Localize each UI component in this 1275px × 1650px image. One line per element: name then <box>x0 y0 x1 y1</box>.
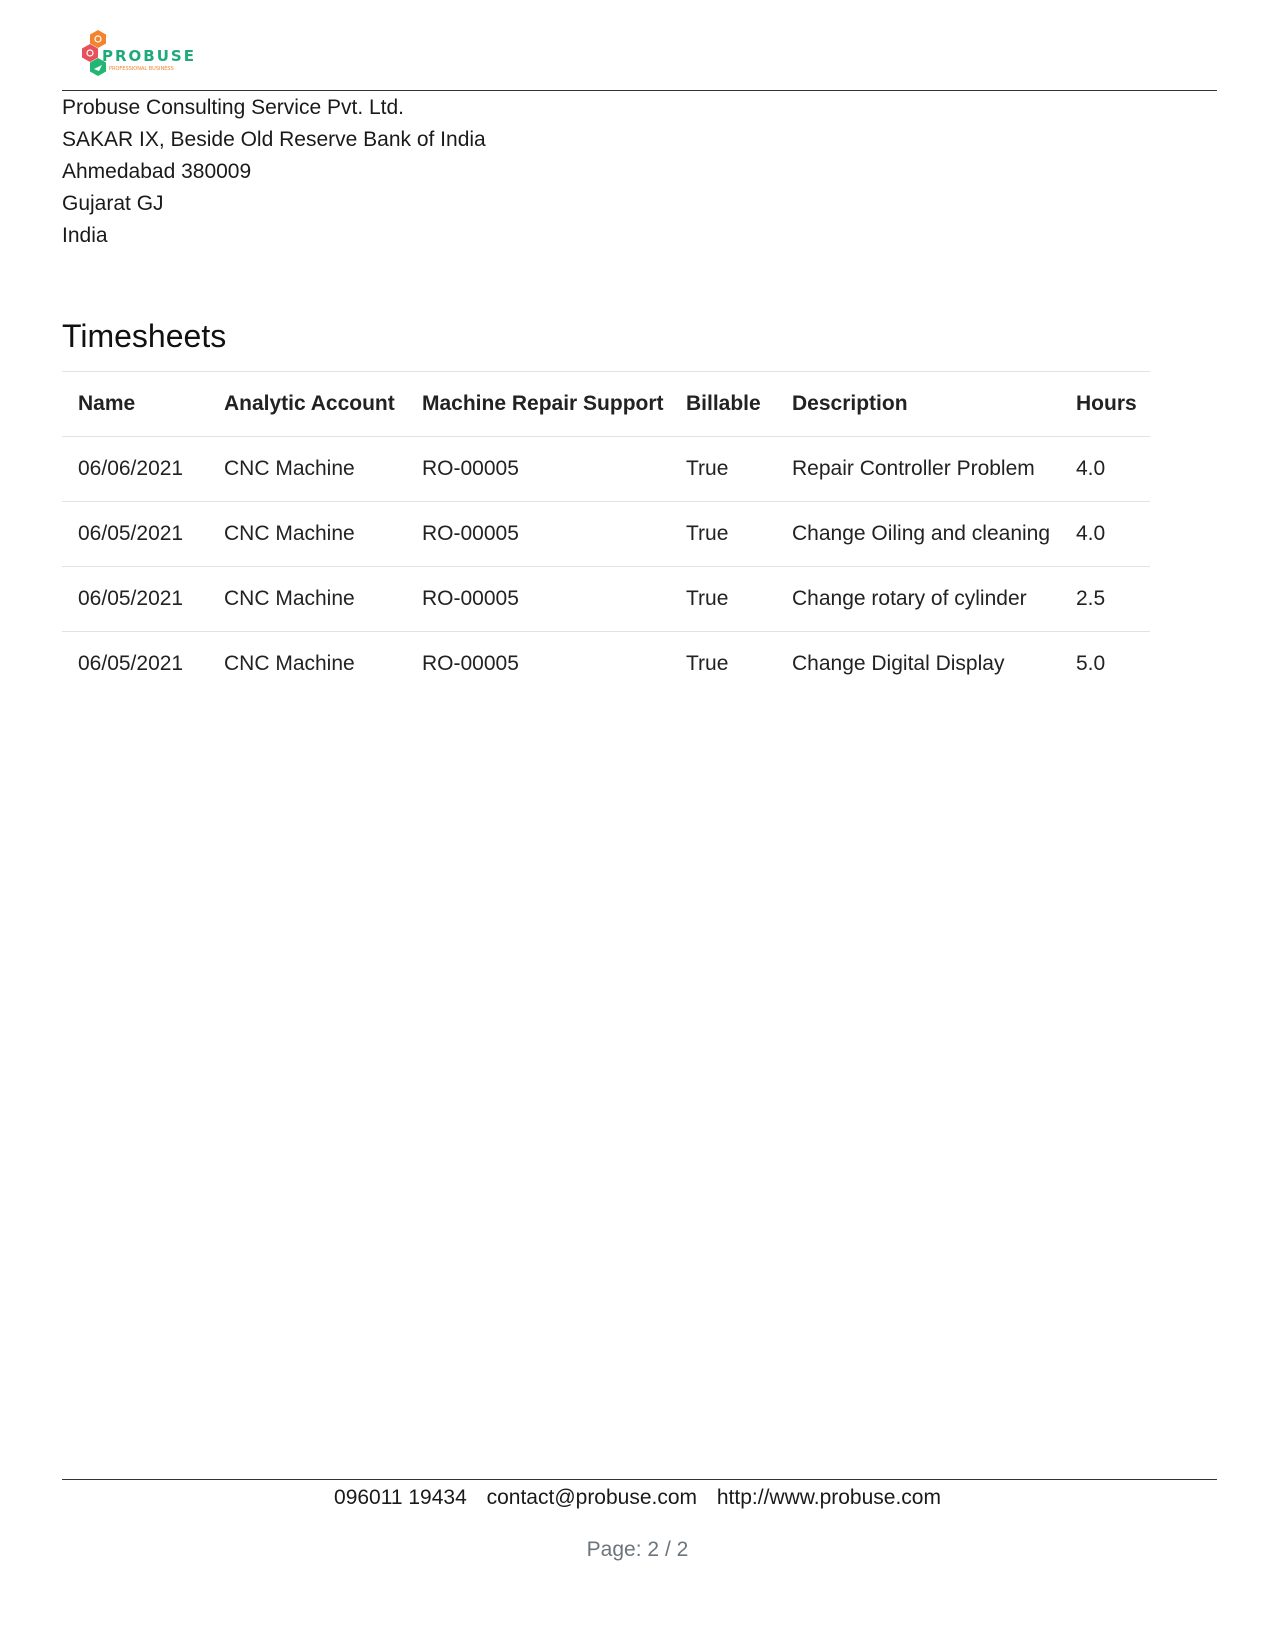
footer-divider <box>62 1479 1217 1480</box>
cell-billable: True <box>670 502 776 567</box>
cell-name: 06/05/2021 <box>62 567 208 632</box>
footer-website[interactable]: http://www.probuse.com <box>716 1486 941 1509</box>
logo-hex-orange <box>90 30 106 48</box>
cell-analytic-account: CNC Machine <box>208 502 406 567</box>
address-line: SAKAR IX, Beside Old Reserve Bank of India <box>62 128 486 151</box>
cell-hours: 5.0 <box>1076 652 1106 675</box>
cell-analytic-account: CNC Machine <box>208 567 406 632</box>
page-current: 2 <box>647 1538 660 1561</box>
table-header-row <box>62 372 1150 437</box>
footer-email[interactable]: contact@probuse.com <box>486 1486 698 1509</box>
logo-hex-red <box>82 44 98 62</box>
company-name: Probuse Consulting Service Pvt. Ltd. <box>62 96 405 119</box>
cell-description: Repair Controller Problem <box>776 437 1060 502</box>
cell-billable: True <box>686 652 729 675</box>
header-divider <box>62 90 1217 91</box>
col-header-billable: Billable <box>670 372 776 437</box>
cell-hours: 4.0 <box>1060 437 1150 502</box>
address-state: Gujarat GJ <box>62 192 164 215</box>
cell-analytic-account: CNC Machine <box>208 437 406 502</box>
footer-contacts <box>0 1482 1275 1514</box>
col-header-hours: Hours <box>1060 372 1150 437</box>
col-header-name: Name <box>62 372 208 437</box>
cell-machine-repair-support: RO-00005 <box>406 437 670 502</box>
col-header-description: Description <box>776 372 1060 437</box>
table-row <box>62 437 1150 502</box>
cell-analytic-account: CNC Machine <box>224 652 355 675</box>
cell-name: 06/05/2021 <box>78 652 184 675</box>
cell-hours: 2.5 <box>1060 567 1150 632</box>
page-title: Timesheets <box>62 318 227 354</box>
cell-machine-repair-support: RO-00005 <box>406 502 670 567</box>
col-header-machine-repair-support: Machine Repair Support <box>406 372 670 437</box>
page-separator: / <box>664 1538 671 1561</box>
cell-machine-repair-support: RO-00005 <box>406 567 670 632</box>
cell-description: Change rotary of cylinder <box>776 567 1060 632</box>
cell-billable: True <box>670 437 776 502</box>
cell-description: Change Digital Display <box>792 652 1005 675</box>
cell-name: 06/06/2021 <box>62 437 208 502</box>
company-address <box>62 92 486 252</box>
logo-mark <box>78 28 198 90</box>
logo-wordmark: PROBUSE <box>102 47 196 65</box>
cell-billable: True <box>670 567 776 632</box>
address-country: India <box>62 224 108 247</box>
company-logo <box>78 28 198 90</box>
timesheet-table <box>62 371 1150 696</box>
address-city: Ahmedabad 380009 <box>62 160 252 183</box>
cell-machine-repair-support: RO-00005 <box>422 652 519 675</box>
col-header-analytic-account: Analytic Account <box>208 372 406 437</box>
footer-phone: 096011 19434 <box>334 1486 467 1509</box>
page-label: Page: <box>586 1538 642 1561</box>
logo-tagline: PROFESSIONAL BUSINESS <box>109 66 174 72</box>
table-row <box>62 632 1150 697</box>
cell-hours: 4.0 <box>1060 502 1150 567</box>
page-number <box>0 1535 1275 1565</box>
table-row <box>62 567 1150 632</box>
page-total: 2 <box>676 1538 689 1561</box>
cell-name: 06/05/2021 <box>62 502 208 567</box>
table-row <box>62 502 1150 567</box>
cell-description: Change Oiling and cleaning <box>776 502 1060 567</box>
